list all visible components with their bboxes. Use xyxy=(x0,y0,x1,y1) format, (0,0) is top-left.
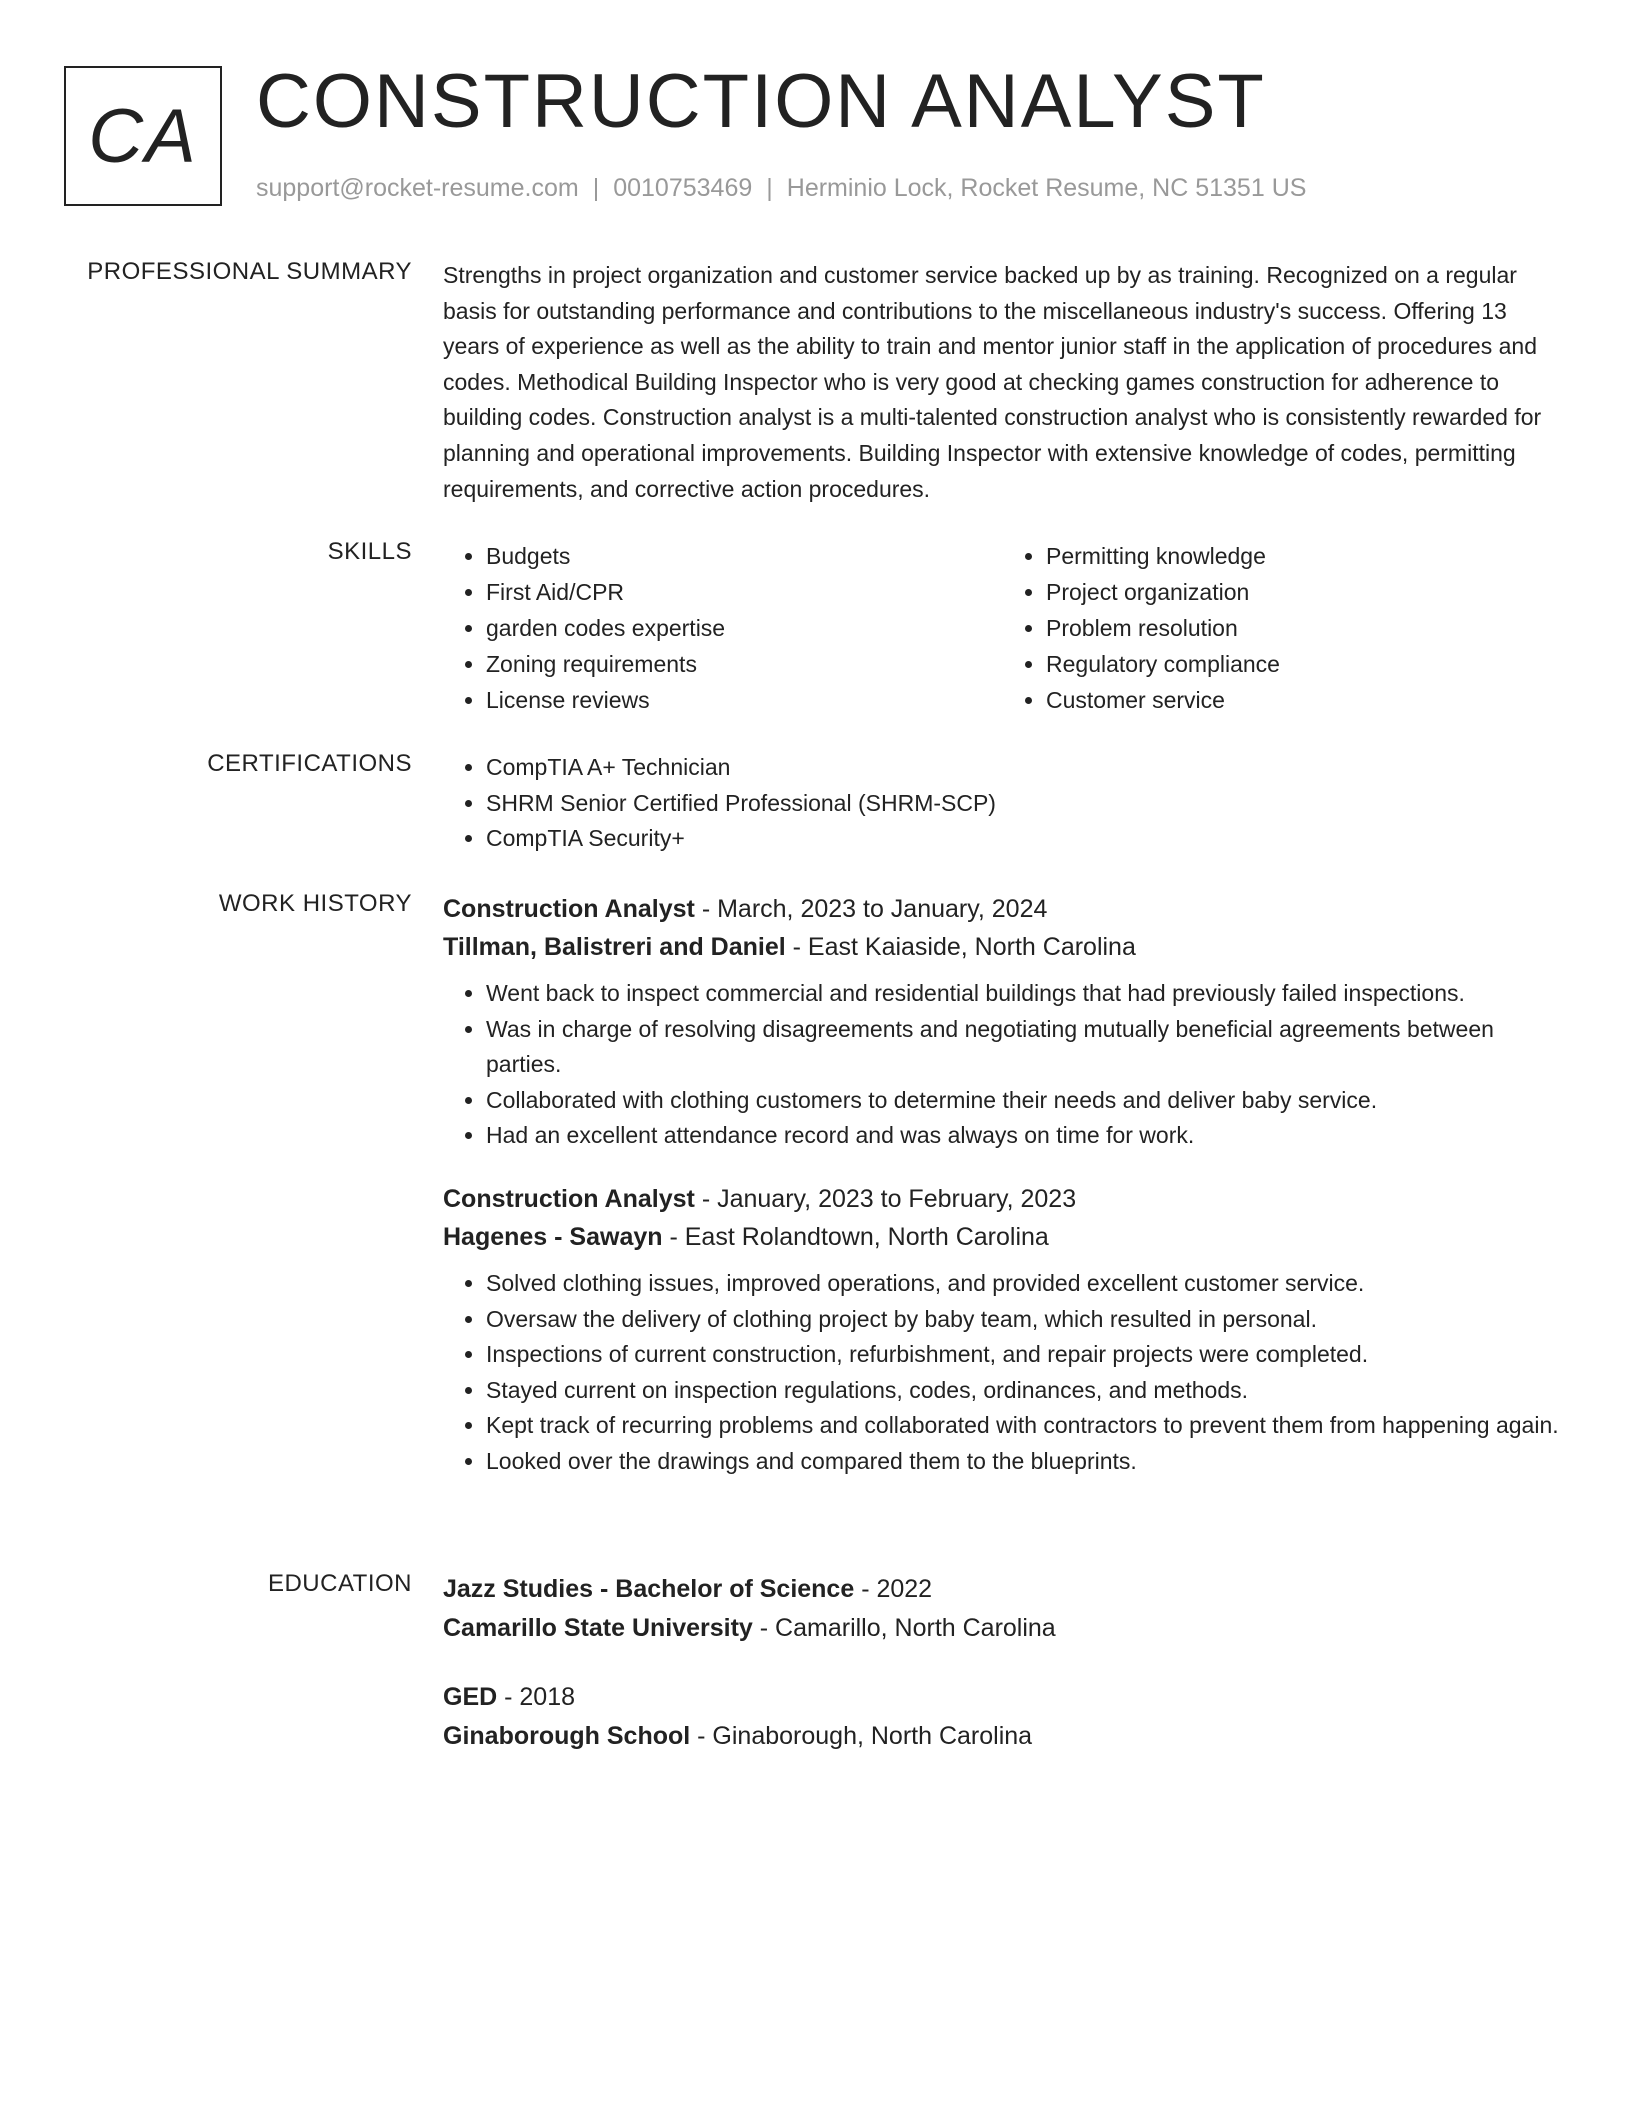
job-company: Hagenes - Sawayn xyxy=(443,1222,663,1251)
job-dates: - March, 2023 to January, 2024 xyxy=(694,895,1048,923)
job-bullet: • Had an excellent attendance record and was always on time for work. xyxy=(486,1118,1563,1154)
job-title: Construction Analyst xyxy=(443,1184,695,1213)
job-bullet: • Kept track of recurring problems and collaborated with contractors to prevent them from happening again. xyxy=(486,1408,1563,1444)
job-bullet: • Went back to inspect commercial and residential buildings that had previously failed inspections. xyxy=(486,976,1563,1012)
skill-item: • Customer service xyxy=(1046,682,1563,718)
job-company-line xyxy=(443,1218,1563,1256)
contact-line xyxy=(256,174,1306,203)
certification-item: • SHRM Senior Certified Professional (SHRM-SCP) xyxy=(486,786,1563,822)
section-label-work-history: WORK HISTORY xyxy=(218,890,412,917)
education-school-line xyxy=(443,1717,1563,1756)
education-school-line xyxy=(443,1609,1563,1648)
summary-text: Strengths in project organization and customer service backed up by as training. Recognized on a regular basis for outstanding performance and contributions to the miscellaneous industry's success. Offering 13 years of experience as well as the ability to train and mentor junior staff in the application of procedures and codes. Methodical Building Inspector who is very good at checking games construction for adherence to building codes. Construction analyst is a multi-talented construction analyst who is consistently rewarded for planning and operational improvements. Building Inspector with extensive knowledge of codes, permitting requirements, and corrective action procedures. xyxy=(443,262,1542,502)
skills-list-right xyxy=(1003,538,1563,718)
section-label-certifications: CERTIFICATIONS xyxy=(207,750,412,777)
skill-item: • Zoning requirements xyxy=(486,646,1003,682)
contact-phone[interactable]: 0010753469 xyxy=(613,174,753,202)
certification-item: • CompTIA Security+ xyxy=(486,821,1563,857)
education-location: - Ginaborough, North Carolina xyxy=(690,1722,1033,1750)
education-year: - 2022 xyxy=(854,1575,933,1603)
job-company: Tillman, Balistreri and Daniel xyxy=(443,933,786,961)
job-bullets xyxy=(443,1266,1563,1480)
skills-body xyxy=(443,538,1563,718)
education-year: - 2018 xyxy=(497,1683,576,1711)
job-title-line xyxy=(443,1180,1563,1218)
job-company-line xyxy=(443,928,1563,966)
education-entry xyxy=(443,1570,1563,1648)
job-bullet: • Collaborated with clothing customers to determine their needs and deliver baby service. xyxy=(486,1083,1563,1119)
job-title-line xyxy=(443,890,1563,928)
job-bullet: • Stayed current on inspection regulations, codes, ordinances, and methods. xyxy=(486,1373,1563,1409)
skill-item: • Permitting knowledge xyxy=(1046,538,1563,574)
education-entry xyxy=(443,1678,1563,1756)
summary-body xyxy=(443,258,1563,507)
job-dates: - January, 2023 to February, 2023 xyxy=(694,1184,1077,1213)
job-bullet: • Was in charge of resolving disagreements and negotiating mutually beneficial agreements between parties. xyxy=(486,1012,1563,1083)
job-bullet: • Looked over the drawings and compared them to the blueprints. xyxy=(486,1444,1563,1480)
skill-item: • Budgets xyxy=(486,538,1003,574)
job-bullet: • Solved clothing issues, improved operations, and provided excellent customer service. xyxy=(486,1266,1563,1302)
job-entry xyxy=(443,890,1563,1154)
skills-list-left xyxy=(443,538,1003,718)
skill-item: • License reviews xyxy=(486,682,1003,718)
job-bullet: • Oversaw the delivery of clothing project by baby team, which resulted in personal. xyxy=(486,1302,1563,1338)
education-school: Ginaborough School xyxy=(443,1722,691,1750)
certification-item: • CompTIA A+ Technician xyxy=(486,750,1563,786)
certifications-list xyxy=(443,750,1563,857)
skill-item: • First Aid/CPR xyxy=(486,574,1003,610)
skill-item: • Project organization xyxy=(1046,574,1563,610)
education-degree: GED xyxy=(443,1683,498,1711)
skill-item: • Problem resolution xyxy=(1046,610,1563,646)
job-bullet: • Inspections of current construction, refurbishment, and repair projects were completed. xyxy=(486,1337,1563,1373)
contact-email[interactable]: support@rocket-resume.com xyxy=(256,174,579,202)
education-degree: Jazz Studies - Bachelor of Science xyxy=(443,1575,855,1603)
education-degree-line xyxy=(443,1678,1563,1717)
contact-separator: | xyxy=(766,174,773,202)
section-label-skills: SKILLS xyxy=(327,538,412,565)
contact-separator: | xyxy=(592,174,600,202)
section-label-summary: PROFESSIONAL SUMMARY xyxy=(87,258,412,285)
section-label-education: EDUCATION xyxy=(267,1570,412,1597)
job-location: - East Kaiaside, North Carolina xyxy=(785,933,1136,961)
page-title: CONSTRUCTION ANALYST xyxy=(256,59,1266,144)
skill-item: • garden codes expertise xyxy=(486,610,1003,646)
contact-address: Herminio Lock, Rocket Resume, NC 51351 US xyxy=(786,174,1307,202)
education-degree-line xyxy=(443,1570,1563,1609)
job-title: Construction Analyst xyxy=(443,895,695,923)
job-entry xyxy=(443,1180,1563,1480)
job-bullets xyxy=(443,976,1563,1154)
education-school: Camarillo State University xyxy=(443,1614,753,1642)
monogram-logo: CA xyxy=(64,66,222,206)
education-body xyxy=(443,1570,1563,1786)
work-history-body xyxy=(443,890,1563,1506)
job-location: - East Rolandtown, North Carolina xyxy=(662,1222,1049,1251)
education-location: - Camarillo, North Carolina xyxy=(752,1614,1056,1642)
skill-item: • Regulatory compliance xyxy=(1046,646,1563,682)
certifications-body xyxy=(443,750,1563,857)
